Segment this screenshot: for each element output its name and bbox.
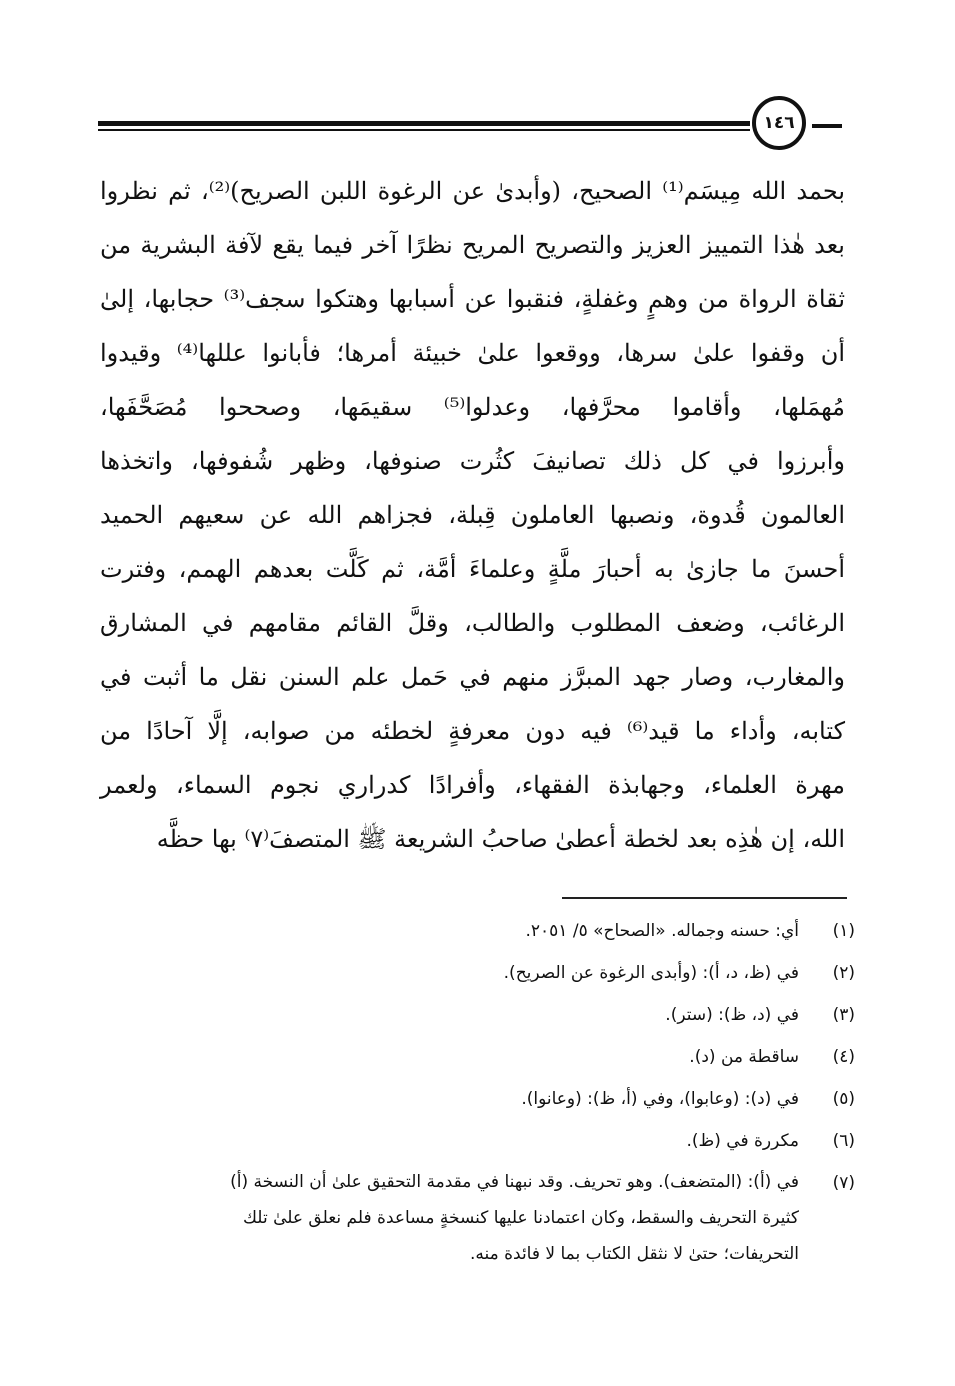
text-line: الله، إن هٰذِه بعد لخطة أعطىٰ صاحبُ الشريعة ﷺ المتصفَ⁽٧⁾ بها حظَّه xyxy=(156,825,845,853)
text-line: أحسنَ ما جازىٰ به أحبارَ ملَّةٍ وعلماءَ أمَّة، ثم كَلَّت بعدهم الهمم، وفترت xyxy=(100,555,845,583)
text-line: وأبرزوا في كل ذلك تصانيفَ كثُرت صنوفها، وظهر شُفوفها، واتخذها xyxy=(100,447,845,475)
footnote-number: (٦) xyxy=(832,1131,855,1151)
text-line: العالمون قُدوة، ونصبها العاملون قِبلة، فجزاهم الله عن سعيهم الحميد xyxy=(100,501,845,529)
header-rule-thin xyxy=(98,129,750,131)
footnote-text-line: في (أ): (المتضعف). وهو تحريف. وقد نبهنا في مقدمة التحقيق علىٰ أن النسخة (أ) xyxy=(230,1172,799,1192)
page-number: ١٤٦ xyxy=(752,96,806,150)
footnote-item xyxy=(100,1080,855,1122)
footnote-text: مكررة في (ظ). xyxy=(686,1131,799,1151)
footnote-number: (٤) xyxy=(832,1047,855,1067)
footnote-text xyxy=(100,1164,799,1272)
text-line: أن وقفوا علىٰ سرها، ووقعوا علىٰ خبيئة أمرها؛ فأبانوا عللها⁽⁴⁾ وقيدوا xyxy=(100,339,846,367)
footnote-text: ساقطة من (د). xyxy=(689,1047,799,1067)
footnote-item xyxy=(100,954,855,996)
footnote-item xyxy=(100,1164,855,1272)
footnote-number: (٥) xyxy=(832,1089,855,1109)
footnote-number: (١) xyxy=(832,921,855,941)
text-line: الرغائب، وضعف المطلوب والطالب، وقلَّ القائم مقامهم في المشارق xyxy=(100,609,845,637)
footnote-text-line: التحريفات؛ حتىٰ لا نثقل الكتاب بما لا فائدة منه. xyxy=(469,1244,799,1264)
footnote-text: في (ظ، د، أ): (وأبدى الرغوة عن الصريح). xyxy=(503,963,799,983)
text-line: مهرة العلماء، وجهابذة الفقهاء، وأفرادًا كدراري نجوم السماء، ولعمر xyxy=(100,771,845,799)
header-rule-right xyxy=(812,124,842,128)
text-line: مُهمَلها، وأقاموا محرَّفها، وعدلوا⁽⁵⁾ سقيمَها، وصححوا مُصَحَّفَها، xyxy=(100,393,845,421)
footnote-item xyxy=(100,912,855,954)
footnote-item xyxy=(100,996,855,1038)
footnote-text-line: كثيرة التحريف والسقط، وكان اعتمادنا عليها كنسخةٍ مساعدة فلم نعلق علىٰ تلك xyxy=(242,1208,799,1228)
footnote-text: أي: حسنه وجماله. «الصحاح» ٥/ ٢٠٥١. xyxy=(525,921,799,941)
header-rule-thick xyxy=(98,121,750,126)
text-line: والمغارب، وصار جهد المبرَّز منهم في حَمل علم السنن نقل ما أثبت في xyxy=(100,663,845,691)
text-line: بحمد الله مِيسَم⁽¹⁾ الصحيح، (وأبدىٰ عن الرغوة اللبن الصريح)⁽²⁾، ثم نظروا xyxy=(100,177,845,205)
footnote-item xyxy=(100,1038,855,1080)
text-line: ثقاة الرواة من وهمٍ وغفلةٍ، فنقبوا عن أسبابها وهتكوا سجف⁽³⁾ حجابها، إلىٰ xyxy=(100,285,845,313)
text-line: بعد هٰذا التمييز العزيز والتصريح المريح نظرًا آخر فيما يقع لآفة البشرية من xyxy=(100,231,845,259)
text-line: كتابه، وأداء ما قيد⁽⁶⁾ فيه دون معرفةٍ لخطئه من صوابه، إلَّا آحادًا من xyxy=(100,717,845,745)
body-text xyxy=(100,164,845,866)
footnote-number: (٢) xyxy=(832,963,855,983)
footnotes xyxy=(100,912,855,1272)
footnote-item xyxy=(100,1122,855,1164)
footnote-number: (٧) xyxy=(832,1173,855,1193)
footnote-text: في (د): (وعابوا)، وفي (أ، ظ): (وعانوا). xyxy=(521,1089,799,1109)
footnote-text: في (د، ظ): (ستر). xyxy=(665,1005,799,1025)
footnote-separator xyxy=(562,897,847,899)
footnote-number: (٣) xyxy=(832,1005,855,1025)
